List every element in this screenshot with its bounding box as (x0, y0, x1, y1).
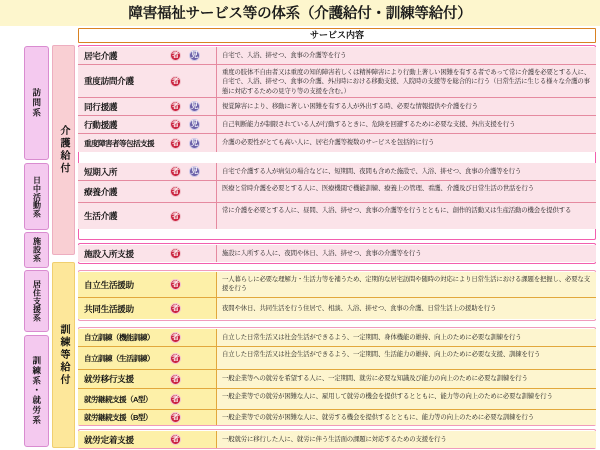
service-targets (164, 272, 216, 298)
adult-target-icon: 者 (172, 414, 179, 421)
service-targets (164, 245, 216, 262)
service-name: 就労定着支援 (78, 431, 164, 448)
benefit-column-training (52, 262, 75, 448)
service-name: 行動援護 (78, 116, 164, 134)
service-description: 重度の肢体不自由者又は重度の知的障害若しくは精神障害により行動上著しい困難を有する者であって常に介護を必要とする人に、自宅で、入浴、排せつ、食事の介護、外出時における移動支援、入院時の支援等を総合的に行う（日常生活に生じる様々な介護の事態に対応するための見守り等の支援を含む。） (216, 65, 596, 98)
service-name: 自立生活援助 (78, 272, 164, 298)
service-description: 視覚障害により、移動に著しい困難を有する人が外出する時、必要な情報提供や介護を行う (216, 98, 596, 116)
service-name: 就労継続支援（A型） (78, 389, 164, 410)
service-name: 生活介護 (78, 203, 164, 229)
service-description: 夜間や休日、共同生活を行う住居で、相談、入浴、排せつ、食事の介護、日常生活上の援助を行う (216, 298, 596, 319)
group-column-daytime-label: 日中活動系 (32, 175, 42, 218)
service-description: 自立した日常生活又は社会生活ができるよう、一定期間、生活能力の維持、向上のために必要な支援、訓練を行う (216, 347, 596, 370)
service-targets (164, 410, 216, 425)
group-column-visit-label: 訪問系 (31, 88, 42, 118)
service-description: 施設に入所する人に、夜間や休日、入浴、排せつ、食事の介護等を行う (216, 245, 596, 262)
service-name: 重度障害者等包括支援 (78, 134, 164, 152)
service-name: 自立訓練（生活訓練） (78, 347, 164, 370)
adult-target-icon: 者 (172, 168, 179, 175)
table-row[interactable] (78, 431, 596, 448)
table-row[interactable] (78, 389, 596, 410)
table-row[interactable] (78, 65, 596, 98)
service-name: 自立訓練（機能訓練） (78, 329, 164, 347)
adult-target-icon: 者 (172, 281, 179, 288)
adult-target-icon: 者 (172, 188, 179, 195)
adult-target-icon: 者 (172, 121, 179, 128)
service-name: 短期入所 (78, 163, 164, 181)
service-description: 一般企業等への就労を希望する人に、一定期間、就労に必要な知識及び能力の向上のために必要な訓練を行う (216, 370, 596, 389)
service-description: 自立した日常生活又は社会生活ができるよう、一定期間、身体機能の維持、向上のために必要な訓練を行う (216, 329, 596, 347)
child-target-icon: 児 (191, 103, 198, 110)
group-column-residence (24, 270, 49, 332)
group-column-visit (24, 46, 49, 160)
service-targets (164, 431, 216, 448)
service-content-header (78, 28, 596, 43)
service-targets (164, 134, 216, 152)
adult-target-icon: 者 (172, 52, 179, 59)
table-row[interactable] (78, 203, 596, 229)
table-row[interactable] (78, 134, 596, 152)
service-name: 共同生活援助 (78, 298, 164, 319)
table-row[interactable] (78, 163, 596, 181)
service-targets (164, 203, 216, 229)
table-row[interactable] (78, 116, 596, 134)
service-targets (164, 98, 216, 116)
group-column-training-work (24, 335, 49, 447)
service-targets (164, 181, 216, 203)
child-target-icon: 児 (191, 52, 198, 59)
service-name: 施設入所支援 (78, 245, 164, 262)
table-row[interactable] (78, 98, 596, 116)
adult-target-icon: 者 (172, 305, 179, 312)
adult-target-icon: 者 (172, 395, 179, 403)
adult-target-icon: 者 (172, 436, 179, 443)
table-row[interactable] (78, 181, 596, 203)
table-row[interactable] (78, 272, 596, 298)
adult-target-icon: 者 (172, 354, 179, 362)
service-description: 自宅で、入浴、排せつ、食事の介護等を行う (216, 47, 596, 65)
service-description: 医療と常時介護を必要とする人に、医療機関で機能訓練、療養上の管理、看護、介護及び日常生活の世話を行う (216, 181, 596, 203)
adult-target-icon: 者 (172, 250, 179, 257)
adult-target-icon: 者 (172, 139, 179, 147)
service-targets (164, 370, 216, 389)
service-content-header-label: サービス内容 (309, 30, 364, 40)
title-band (0, 0, 600, 26)
service-description: 介護の必要性がとても高い人に、居宅介護等複数のサービスを包括的に行う (216, 134, 596, 152)
service-description: 一般企業等での就労が困難な人に、就労する機会を提供するとともに、能力等の向上のために必要な訓練を行う (216, 410, 596, 425)
service-name: 療養介護 (78, 181, 164, 203)
service-description: 常に介護を必要とする人に、昼間、入浴、排せつ、食事の介護等を行うとともに、創作的活動又は生産活動の機会を提供する (216, 203, 596, 229)
benefit-column-training-label: 訓練等給付 (58, 323, 69, 387)
service-targets (164, 298, 216, 319)
child-target-icon: 児 (191, 168, 198, 175)
adult-target-icon: 者 (172, 334, 179, 341)
benefit-column-care (52, 45, 75, 255)
table-row[interactable] (78, 245, 596, 262)
adult-target-icon: 者 (172, 375, 179, 383)
service-name: 就労継続支援（B型） (78, 410, 164, 425)
service-targets (164, 65, 216, 98)
service-targets (164, 163, 216, 181)
table-row[interactable] (78, 298, 596, 319)
table-row[interactable] (78, 410, 596, 425)
service-description: 一般就労に移行した人に、就労に伴う生活面の課題に対応するための支援を行う (216, 431, 596, 448)
service-description: 自己判断能力が制限されている人が行動するときに、危険を回避するために必要な支援、外出支援を行う (216, 116, 596, 134)
group-column-facility (24, 232, 49, 268)
table-row[interactable] (78, 370, 596, 389)
service-targets (164, 389, 216, 410)
service-description: 一般企業等での就労が困難な人に、雇用して就労の機会を提供するとともに、能力等の向上のために必要な訓練を行う (216, 389, 596, 410)
service-targets (164, 347, 216, 370)
adult-target-icon: 者 (172, 212, 179, 220)
service-targets (164, 47, 216, 65)
page-title: 障害福祉サービス等の体系（介護給付・訓練等給付） (128, 6, 472, 22)
service-description: 自宅で介護する人が病気の場合などに、短期間、夜間も含めた施設で、入浴、排せつ、食事の介護等を行う (216, 163, 596, 181)
adult-target-icon: 者 (172, 103, 179, 110)
service-name: 同行援護 (78, 98, 164, 116)
service-name: 重度訪問介護 (78, 65, 164, 98)
adult-target-icon: 者 (172, 77, 179, 85)
service-targets (164, 329, 216, 347)
child-target-icon: 児 (191, 121, 198, 128)
service-description: 一人暮らしに必要な理解力・生活力等を補うため、定期的な居宅訪問や随時の対応により日常生活における課題を把握し、必要な支援を行う (216, 272, 596, 298)
group-column-facility-label: 施設系 (32, 237, 42, 263)
service-name: 就労移行支援 (78, 370, 164, 389)
table-row[interactable] (78, 47, 596, 65)
service-targets (164, 116, 216, 134)
benefit-column-care-label: 介護給付 (58, 125, 69, 175)
service-name: 居宅介護 (78, 47, 164, 65)
group-column-residence-label: 居住支援系 (32, 280, 42, 322)
child-target-icon: 児 (191, 139, 198, 147)
group-column-training-work-label: 訓練系・就労系 (31, 356, 42, 426)
table-row[interactable] (78, 329, 596, 347)
group-column-daytime (24, 163, 49, 230)
table-row[interactable] (78, 347, 596, 370)
